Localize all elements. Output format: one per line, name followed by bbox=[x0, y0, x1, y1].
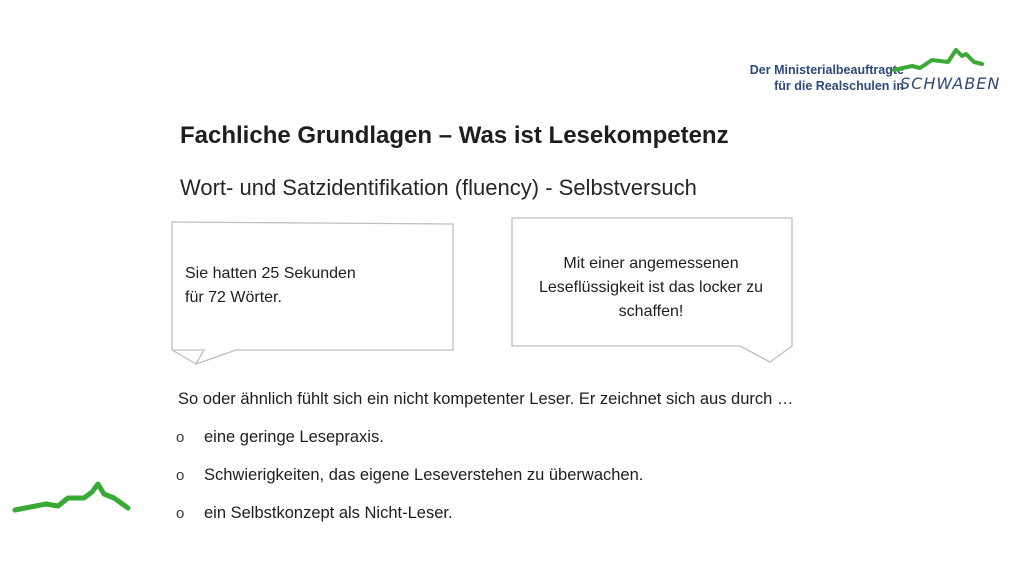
bullet-list bbox=[176, 428, 643, 542]
bubble-left-text bbox=[185, 262, 435, 310]
bullet-circle-icon: o bbox=[176, 429, 185, 446]
bullet-circle-icon: o bbox=[176, 505, 185, 522]
bubble-left-line-1: Sie hatten 25 Sekunden bbox=[185, 265, 356, 282]
logo-line-2: für die Realschulen in bbox=[774, 79, 904, 93]
bullet-circle-icon: o bbox=[176, 467, 185, 484]
bullet-text: Schwierigkeiten, das eigene Leseverstehen zu überwachen. bbox=[204, 466, 644, 484]
list-item bbox=[176, 428, 643, 466]
intro-text: So oder ähnlich fühlt sich ein nicht kompetenter Leser. Er zeichnet sich aus durch … bbox=[178, 390, 794, 408]
mountain-swoosh-icon bbox=[12, 478, 136, 518]
slide-title: Fachliche Grundlagen – Was ist Lesekompetenz bbox=[180, 122, 729, 149]
bullet-text: ein Selbstkonzept als Nicht-Leser. bbox=[204, 504, 453, 522]
logo-line-1: Der Ministerialbeauftragte bbox=[749, 63, 904, 77]
bubble-left-line-2: für 72 Wörter. bbox=[185, 289, 282, 306]
bullet-text: eine geringe Lesepraxis. bbox=[204, 428, 384, 446]
logo-wordmark: SCHWABEN bbox=[900, 74, 1001, 93]
bubble-right-text: Mit einer angemessenen Leseflüssigkeit ist das locker zu schaffen! bbox=[538, 255, 764, 320]
list-item bbox=[176, 504, 643, 542]
slide-subtitle: Wort- und Satzidentifikation (fluency) - Selbstversuch bbox=[180, 175, 697, 200]
list-item bbox=[176, 466, 643, 504]
